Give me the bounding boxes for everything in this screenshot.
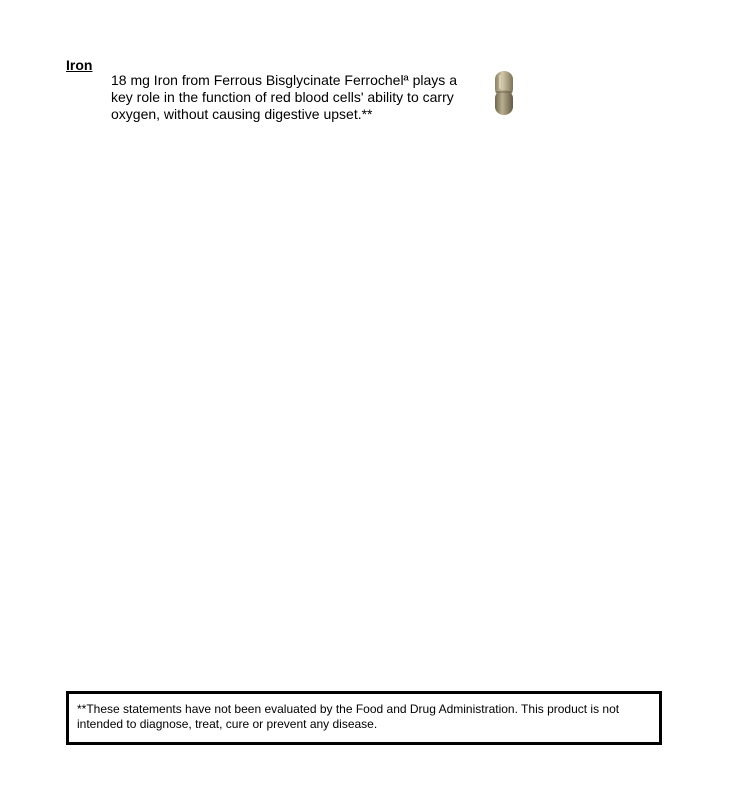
capsule-icon (494, 70, 514, 116)
section-heading: Iron (66, 57, 93, 73)
ingredient-description: 18 mg Iron from Ferrous Bisglycinate Ferrochelª plays a key role in the function of red blood cells' ability to carry oxygen, without causing digestive upset.** (111, 72, 457, 122)
fda-disclaimer: **These statements have not been evaluated by the Food and Drug Administration. This product is not intended to diagnose, treat, cure or prevent any disease. (66, 691, 662, 745)
